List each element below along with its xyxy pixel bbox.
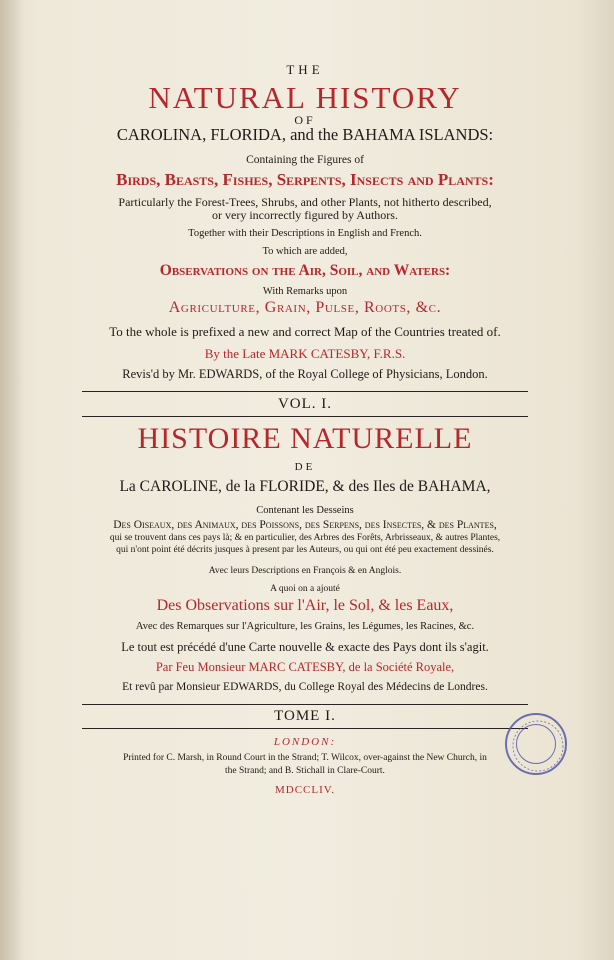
line-map: To the whole is prefixed a new and correct Map of the Countries treated of. [109, 324, 501, 339]
line-to-which: To which are added, [262, 246, 348, 257]
line-the: THE [286, 62, 324, 77]
line-incorrectly: or very incorrectly figured by Authors. [212, 208, 398, 222]
imprint-printers-2: the Strand; and B. Stichall in Clare-Court. [225, 766, 385, 776]
line-de: DE [294, 461, 316, 473]
line-remarks: With Remarks upon [262, 286, 348, 297]
text-block [60, 0, 550, 960]
line-agriculture: Agriculture, Grain, Pulse, Roots, &c. [168, 299, 442, 316]
main-title-english: NATURAL HISTORY [148, 80, 462, 115]
imprint-year: MDCCLIV. [274, 784, 336, 796]
line-observations: Observations on the Air, Soil, and Waters: [159, 262, 451, 279]
rule-below-vol [82, 416, 528, 417]
rule-above-tome [82, 704, 528, 705]
subtitle-places-french: La CAROLINE, de la FLORIDE, & des Iles de BAHAMA, [119, 478, 491, 495]
main-title-french: HISTOIRE NATURELLE [137, 422, 473, 455]
line-revised: Revis'd by Mr. EDWARDS, of the Royal College of Physicians, London. [122, 367, 488, 381]
tome-label: TOME I. [274, 708, 336, 724]
rule-below-tome [82, 728, 528, 729]
line-contenant: Contenant les Desseins [256, 505, 354, 516]
line-auteur-french: Par Feu Monsieur MARC CATESBY, de la Société Royale, [155, 660, 455, 674]
line-remarques: Avec des Remarques sur l'Agriculture, les Grains, les Légumes, les Racines, &c. [135, 621, 475, 632]
library-stamp-icon [505, 713, 567, 775]
line-avec-descriptions: Avec leurs Descriptions en François & en Anglois. [208, 566, 402, 576]
rule-above-vol [82, 391, 528, 392]
line-forest-trees: Particularly the Forest-Trees, Shrubs, and other Plants, not hitherto described, [118, 195, 492, 209]
imprint-city: LONDON: [273, 736, 337, 748]
line-containing: Containing the Figures of [246, 154, 364, 166]
line-revu: Et revû par Monsieur EDWARDS, du College Royal des Médecins de Londres. [122, 681, 488, 693]
imprint-printers-1: Printed for C. Marsh, in Round Court in the Strand; T. Wilcox, over-against the New Church, in [123, 753, 487, 763]
book-gutter-shadow [0, 0, 24, 960]
line-pays: qui se trouvent dans ces pays là; & en particulier, des Arbres des Forêts, Arbrisseaux, & autres Plantes, [109, 533, 501, 543]
stamp-ring-marks [507, 715, 569, 777]
line-of: OF [294, 113, 316, 127]
line-author: By the Late MARK CATESBY, F.R.S. [204, 346, 406, 361]
volume-label: VOL. I. [277, 396, 333, 412]
line-observations-french: Des Observations sur l'Air, le Sol, & les Eaux, [156, 597, 454, 614]
line-descriptions: Together with their Descriptions in English and French. [188, 228, 422, 239]
line-oiseaux: Des Oiseaux, des Animaux, des Poissons, des Serpens, des Insectes, & des Plantes, [113, 519, 497, 531]
line-auteurs: qui n'ont point été décrits jusques à present par les Auteurs, ou qui ont été peu exactement dessinés. [116, 545, 494, 555]
line-subjects: Birds, Beasts, Fishes, Serpents, Insects and Plants: [116, 170, 494, 189]
subtitle-places: CAROLINA, FLORIDA, and the BAHAMA ISLANDS: [116, 125, 494, 144]
line-carte: Le tout est précédé d'une Carte nouvelle & exacte des Pays dont ils s'agit. [121, 640, 489, 654]
line-a-quoi: A quoi on a ajouté [270, 584, 340, 594]
